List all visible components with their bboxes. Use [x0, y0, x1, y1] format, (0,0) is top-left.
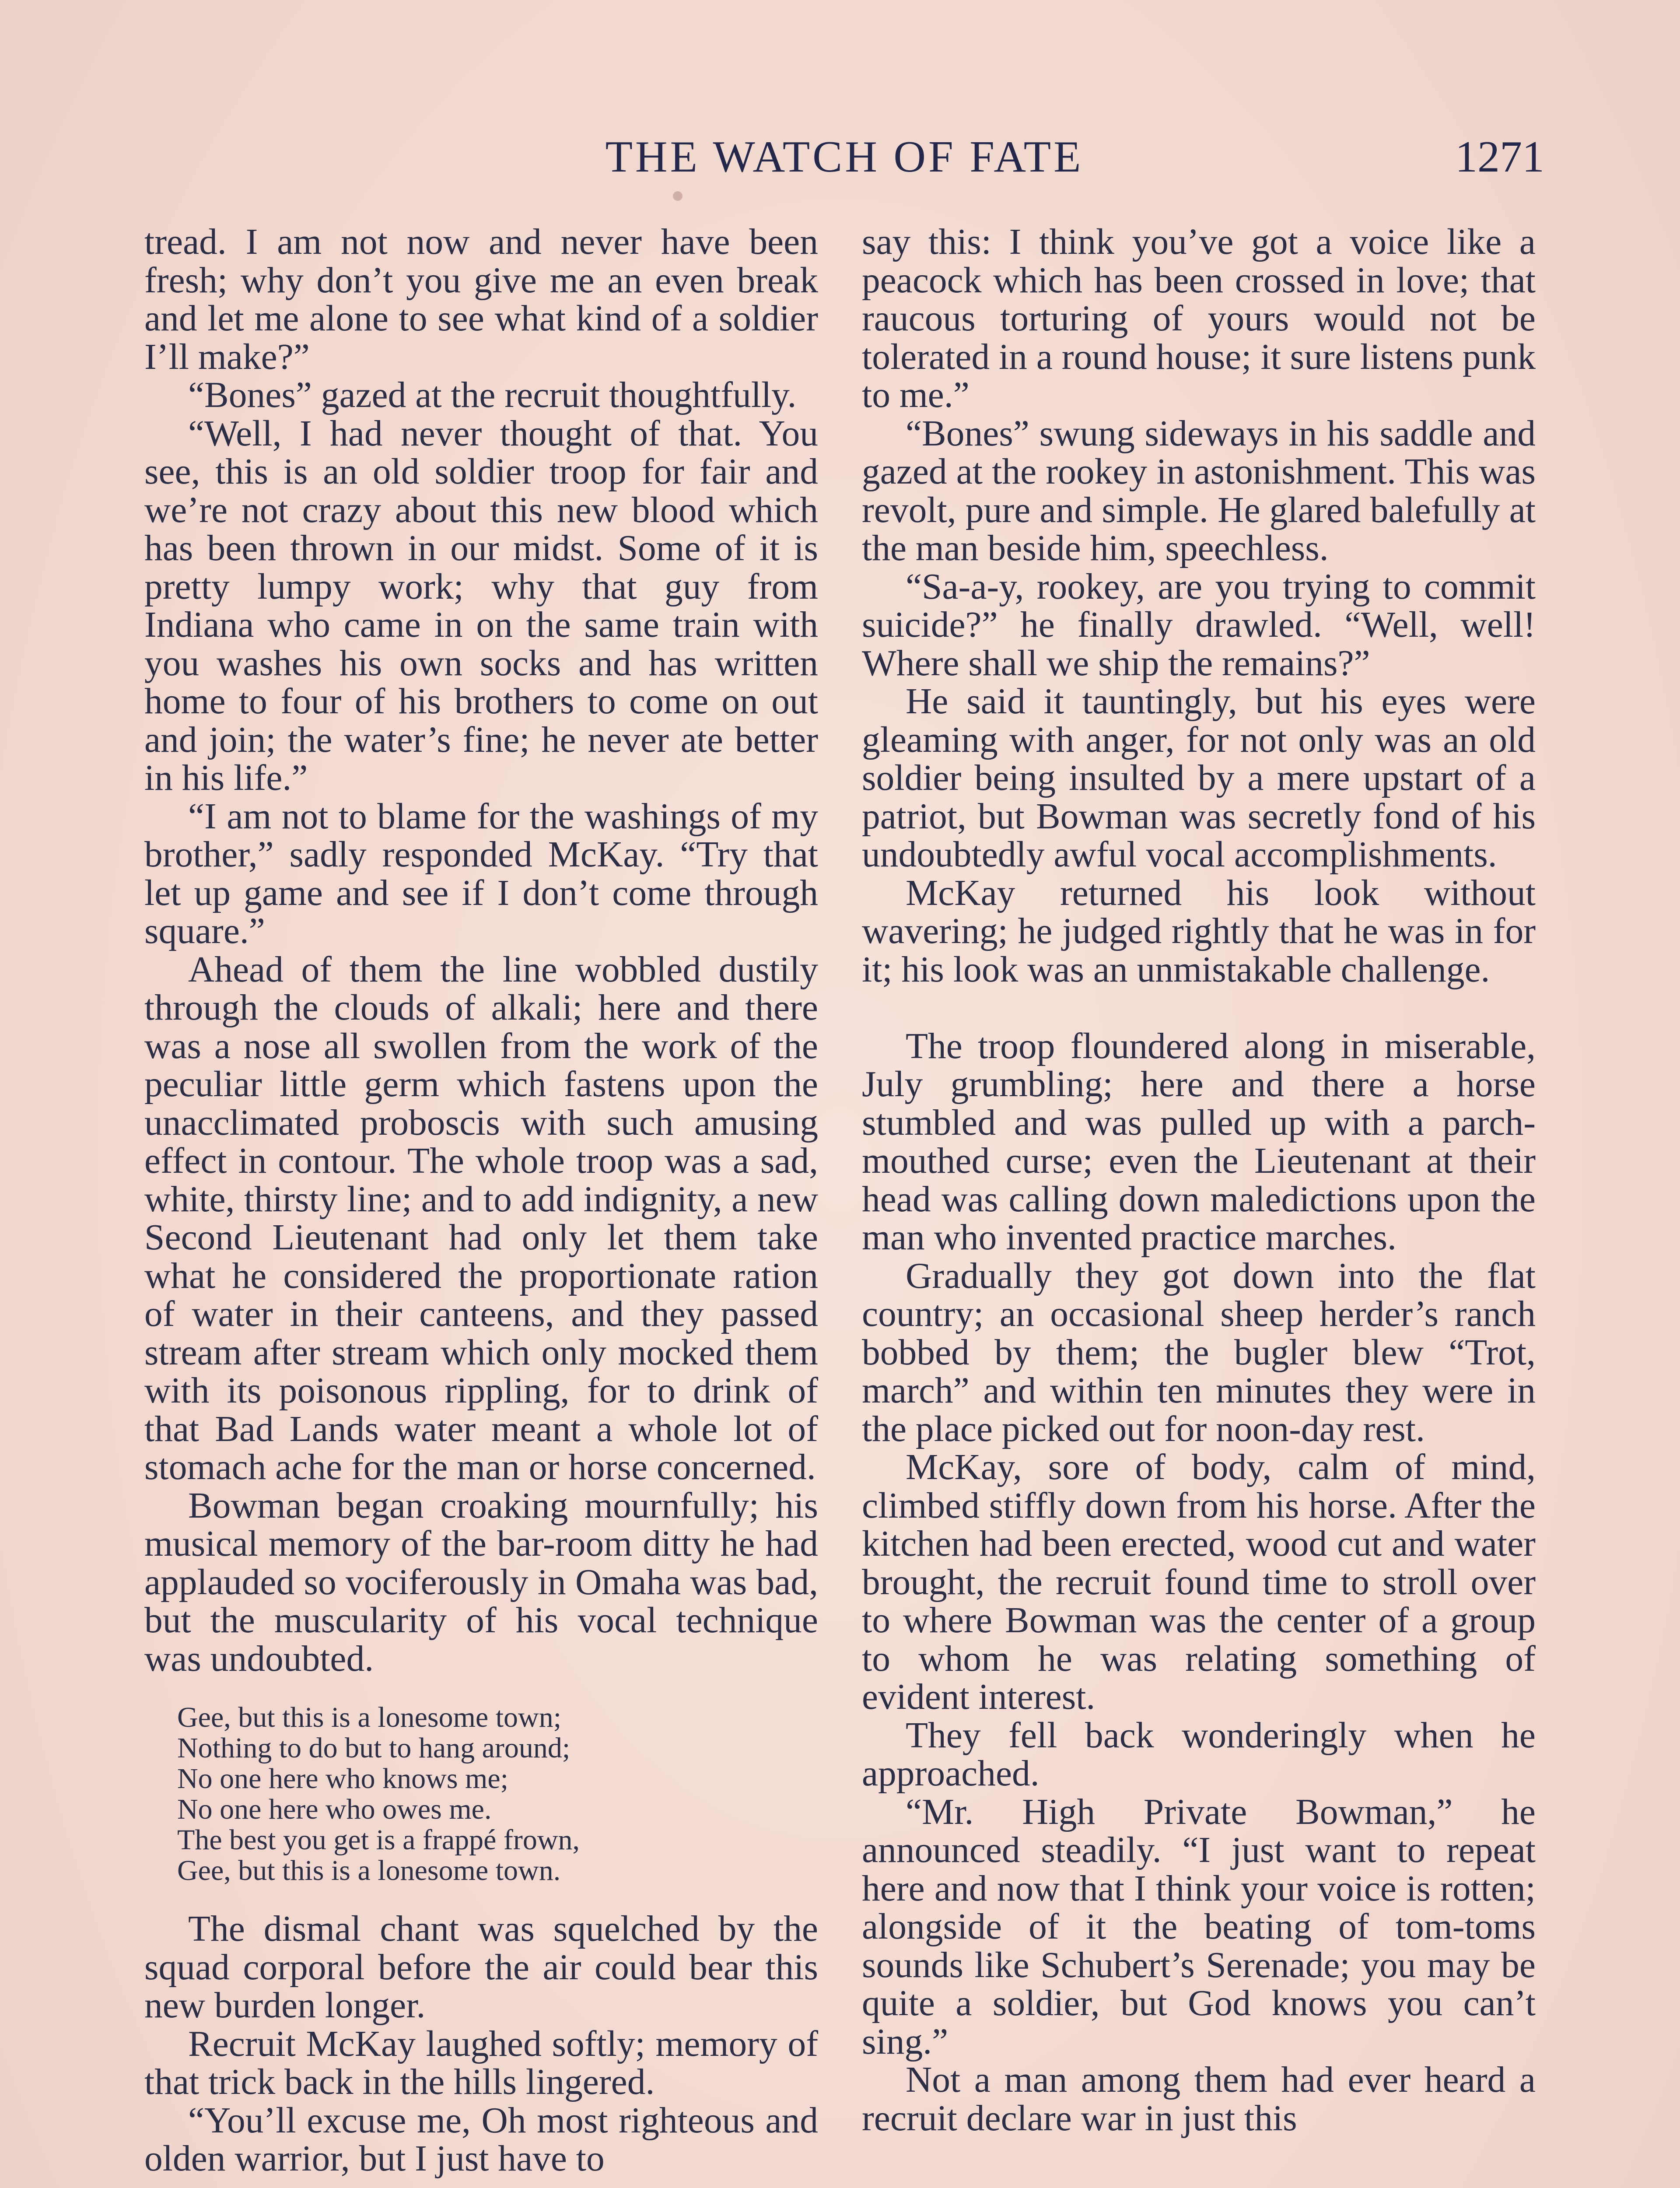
paragraph: Recruit McKay laughed softly; memory of that trick back in the hills lingered.	[144, 2023, 818, 2102]
paragraph: Not a man among them had ever heard a recruit declare war in just this	[862, 2060, 1536, 2139]
left-column	[144, 223, 818, 2188]
page-number: 1271	[1455, 132, 1544, 182]
running-title: THE WATCH OF FATE	[605, 132, 1084, 182]
page-header	[144, 127, 1544, 184]
paragraph: He said it tauntingly, but his eyes were gleaming with anger, for not only was an old soldier being insulted by a mere upstart of a patriot, but Bowman was secretly fond of his undoubtedly awful vocal accomplishments.	[862, 681, 1536, 875]
right-column	[862, 223, 1536, 2188]
paragraph: McKay, sore of body, calm of mind, climbed stiffly down from his horse. After the kitchen had been erected, wood cut and water brought, the recruit found time to stroll over to where Bowman was the center of a group to whom he was relating something of evident interest.	[862, 1447, 1536, 1717]
verse-line: Gee, but this is a lonesome town.	[177, 1855, 561, 1886]
paragraph: The dismal chant was squelched by the squad corporal before the air could bear this new burden longer.	[144, 1909, 818, 2026]
paragraph: McKay returned his look without wavering; he judged rightly that he was in for it; his look was an unmistakable challenge.	[862, 873, 1536, 990]
verse-line: No one here who owes me.	[177, 1793, 492, 1825]
paragraph: “Well, I had never thought of that. You see, this is an old soldier troop for fair and we’re not crazy about this new blood which has been thrown in our midst. Some of it is pretty lumpy work; why that guy from Indiana who came in on the same train with you washes his own socks and has written home to four of his brothers to come on out and join; the water’s fine; he never ate better in his life.”	[144, 413, 818, 798]
paragraph: “Mr. High Private Bowman,” he announced steadily. “I just want to repeat here and now that I think your voice is rotten; alongside of it the beating of tom-toms sounds like Schubert’s Serenade; you may be quite a soldier, but God knows you can’t sing.”	[862, 1792, 1536, 2062]
verse-line: No one here who knows me;	[177, 1763, 509, 1795]
paragraph: The troop floundered along in miserable, July grumbling; here and there a horse stumbled and was pulled up with a parch-mouthed curse; even the Lieutenant at their head was calling down maledictions upon the man who invented practice marches.	[862, 1026, 1536, 1258]
verse-line: The best you get is a frappé frown,	[177, 1824, 580, 1856]
paragraph: Gradually they got down into the flat country; an occasional sheep herder’s ranch bobbed by them; the bugler blew “Trot, march” and within ten minutes they were in the place picked out for noon-day rest.	[862, 1255, 1536, 1449]
paragraph: tread. I am not now and never have been fresh; why don’t you give me an even break and let me alone to see what kind of a soldier I’ll make?”	[144, 222, 818, 377]
paragraph: Ahead of them the line wobbled dustily through the clouds of alkali; here and there was a nose all swollen from the work of the peculiar little germ which fastens upon the unacclimated proboscis with such amusing effect in contour. The whole troop was a sad, white, thirsty line; and to add indignity, a new Second Lieutenant had only let them take what he considered the proportionate ration of water in their canteens, and they passed stream after stream which only mocked them with its poisonous rippling, for to drink of that Bad Lands water meant a whole lot of stomach ache for the man or horse concerned.	[144, 949, 818, 1487]
paragraph: “Bones” swung sideways in his saddle and gazed at the rookey in astonishment. This was revolt, pure and simple. He glared balefully at the man beside him, speechless.	[862, 413, 1536, 568]
paragraph: They fell back wonderingly when he approached.	[862, 1715, 1536, 1794]
paragraph: Bowman began croaking mournfully; his musical memory of the bar-room ditty he had applauded so vociferously in Omaha was bad, but the muscularity of his vocal technique was undoubted.	[144, 1485, 818, 1679]
paragraph: “I am not to blame for the washings of my brother,” sadly responded McKay. “Try that let up game and see if I don’t come through square.”	[144, 796, 818, 951]
song-verse	[177, 1702, 818, 1886]
verse-line: Nothing to do but to hang around;	[177, 1732, 570, 1764]
paragraph: “Bones” gazed at the recruit thoughtfully.	[188, 375, 797, 415]
paragraph: say this: I think you’ve got a voice like a peacock which has been crossed in love; that raucous torturing of yours would not be tolerated in a round house; it sure listens punk to me.”	[862, 222, 1536, 415]
paper-spot	[673, 191, 682, 201]
paragraph: “You’ll excuse me, Oh most righteous and olden warrior, but I just have to	[144, 2100, 818, 2179]
verse-line: Gee, but this is a lonesome town;	[177, 1701, 562, 1733]
paragraph: “Sa-a-y, rookey, are you trying to commit suicide?” he finally drawled. “Well, well! Where shall we ship the remains?”	[862, 566, 1536, 684]
